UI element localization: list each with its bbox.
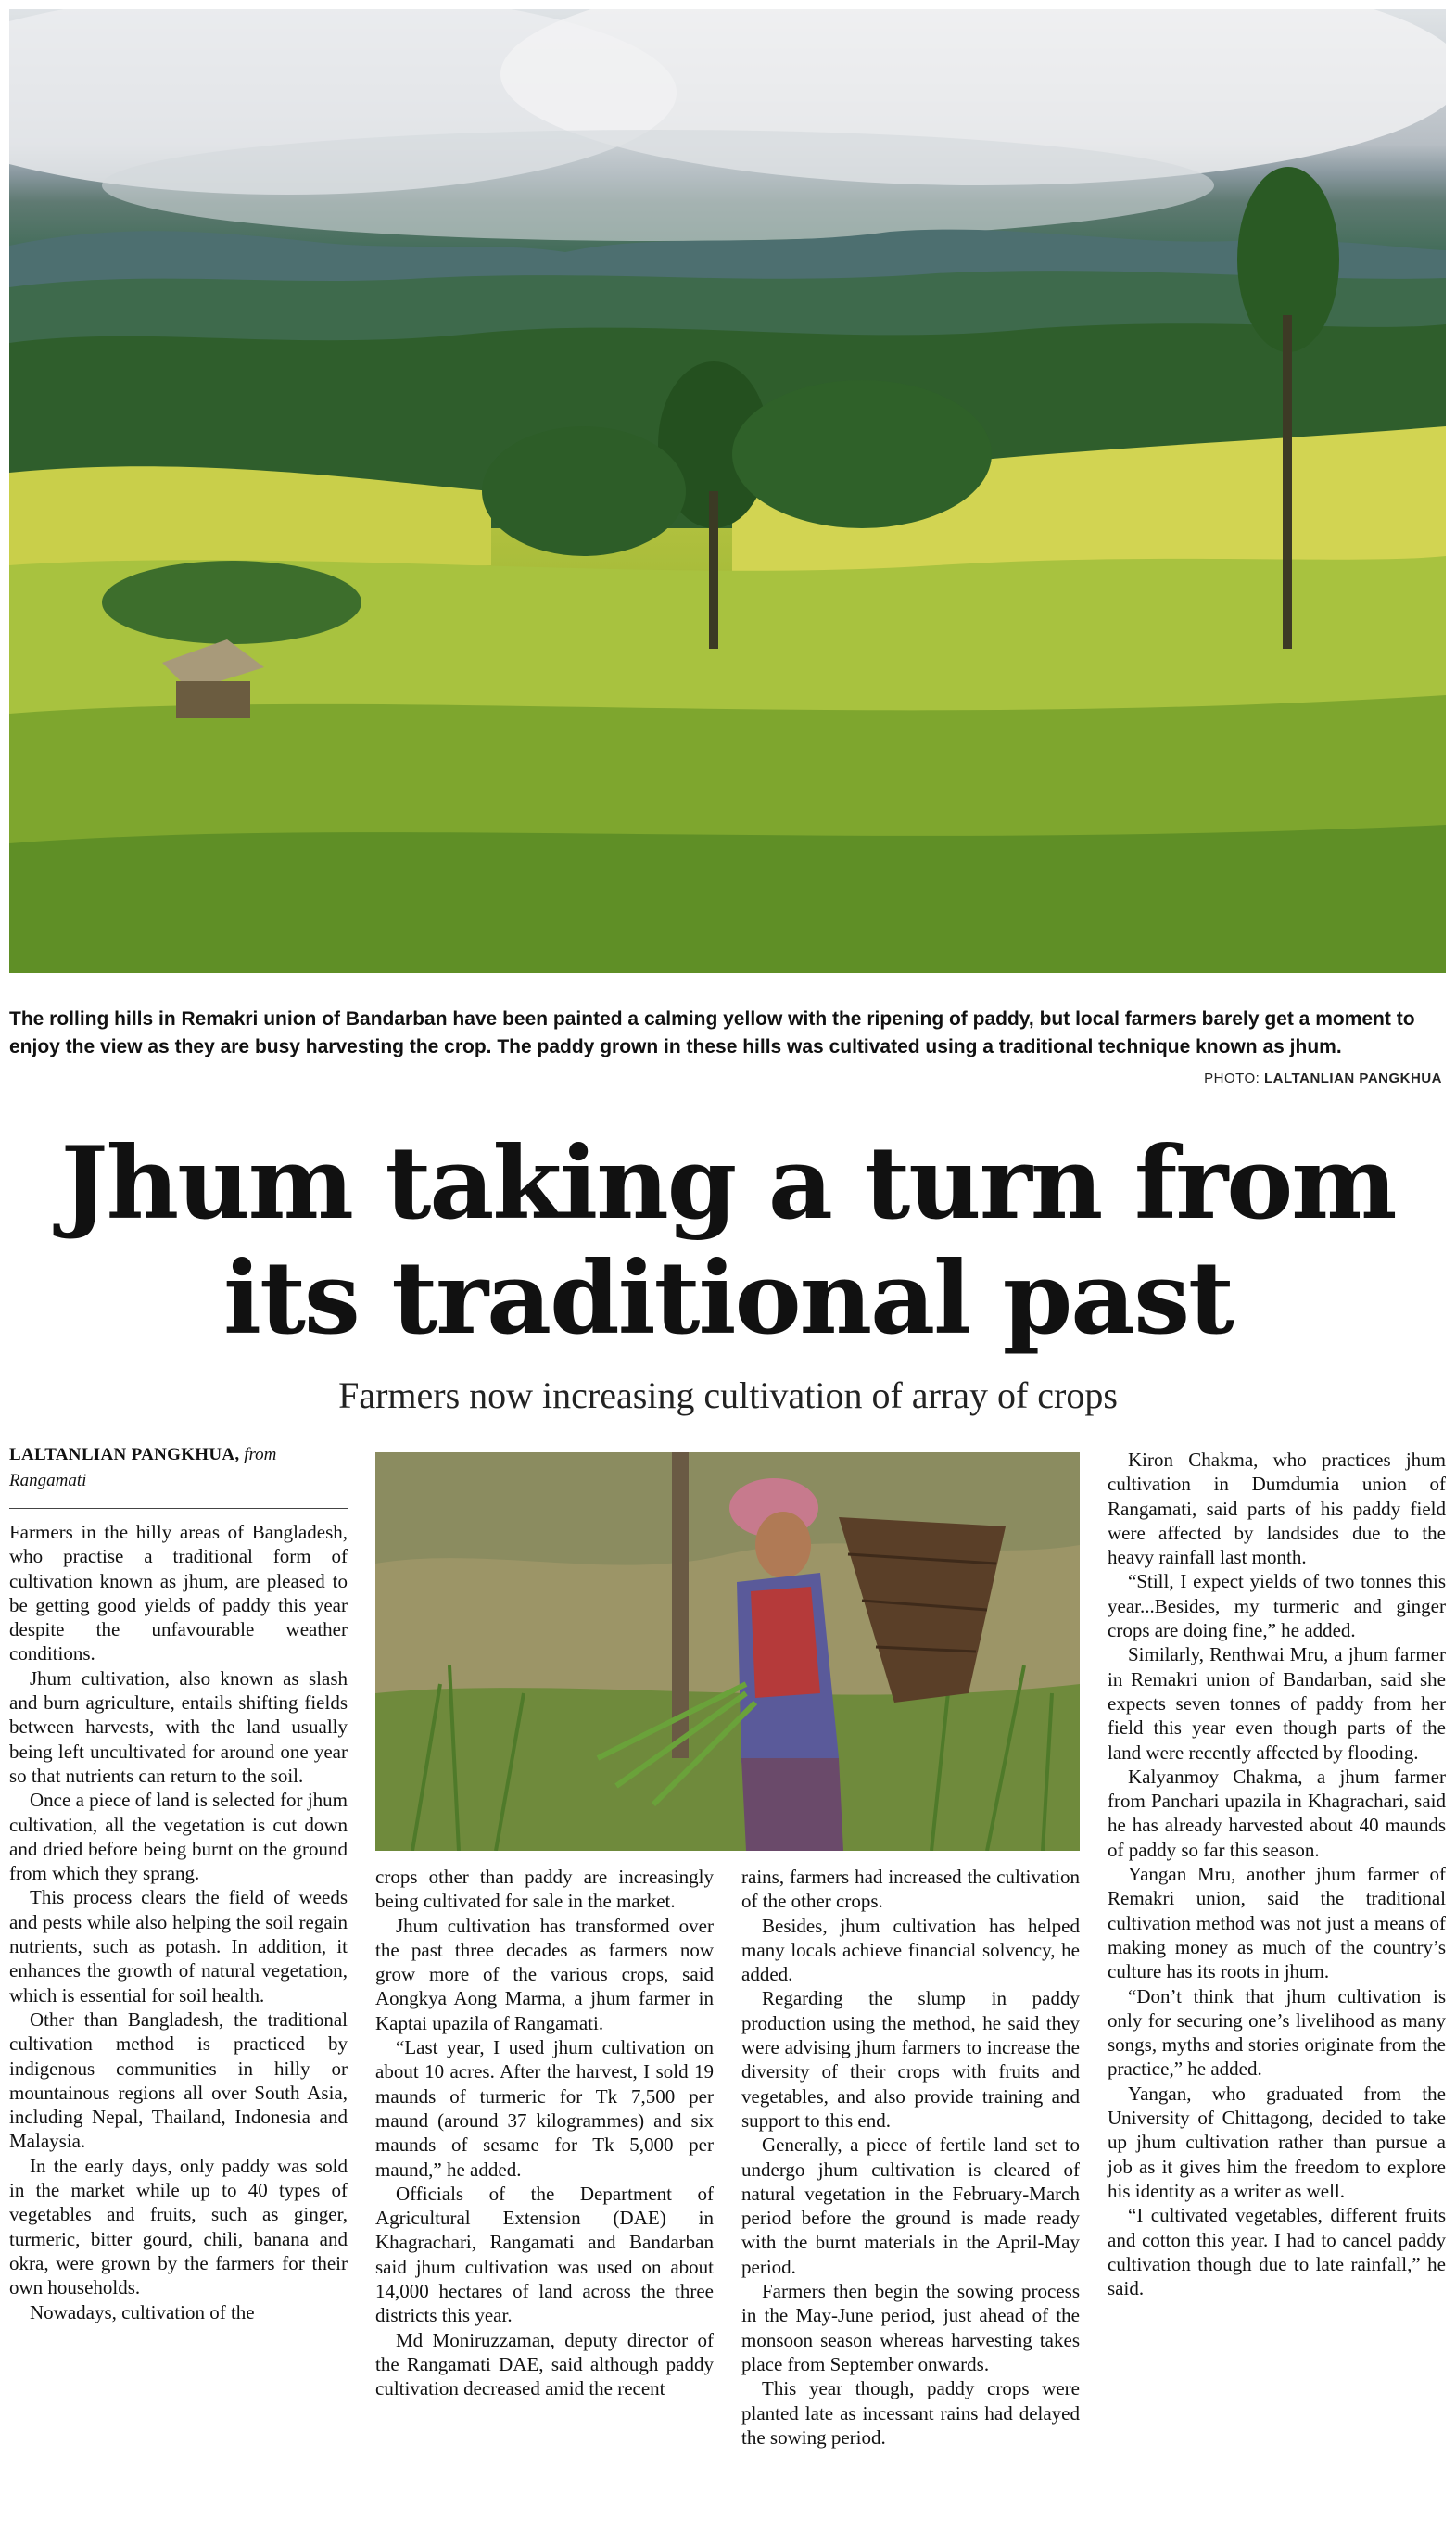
photo-credit-label: PHOTO: [1204,1070,1260,1086]
hero-photo [9,9,1446,973]
paragraph: In the early days, only paddy was sold in the market while up to 40 types of vegetables and fruits, such as ginger, turmeric, bitter gourd, chili, banana and okra, were grown by the farmers for their own households. [9,2154,348,2299]
byline-location: Rangamati [9,1471,87,1490]
paragraph: “Last year, I used jhum cultivation on about 10 acres. After the harvest, I sold 19 maunds of turmeric for Tk 7,500 per maund (around 37 kilogrammes) and six maunds of sesame for Tk 5,000 per maund,” he added. [375,2036,714,2181]
headline-line-1: Jhum taking a turn from [60,1125,1396,1242]
byline [9,1442,348,1494]
headline-line-2: its traditional past [223,1240,1233,1357]
byline-divider [9,1508,348,1509]
paragraph: Md Moniruzzaman, deputy director of the Rangamati DAE, said although paddy cultivation decreased amid the recent [375,2328,714,2400]
paragraph: This year though, paddy crops were planted late as incessant rains had delayed the sowing period. [741,2377,1080,2449]
farmer-harvesting-illustration [375,1452,1080,1851]
article-column-1 [9,1520,348,2324]
paragraph: “I cultivated vegetables, different fruits and cotton this year. I had to cancel paddy cultivation though due to late rainfall,” he said. [1108,2204,1446,2300]
paragraph: This process clears the field of weeds and pests while also helping the soil regain nutrients, such as potash. In addition, it enhances the growth of natural vegetation, which is essential for soil health. [9,1886,348,2007]
photo-caption: The rolling hills in Remakri union of Bandarban have been painted a calming yellow with the ripening of paddy, but local farmers barely get a moment to enjoy the view as they are busy harvesting the crop. The paddy grown in these hills was cultivated using a traditional technique known as jhum. [9,1008,1415,1057]
paragraph: Officials of the Department of Agricultural Extension (DAE) in Khagrachari, Rangamati and Bandarban said jhum cultivation was used on about 14,000 hectares of land across the three districts this year. [375,2182,714,2327]
paragraph: Nowadays, cultivation of the [30,2300,255,2323]
paragraph: rains, farmers had increased the cultivation of the other crops. [741,1866,1080,1913]
byline-author: LALTANLIAN PANGKHUA, [9,1445,240,1464]
paragraph: Kalyanmoy Chakma, a jhum farmer from Panchari upazila in Khagrachari, said he has already harvested about 40 maunds of paddy so far this season. [1108,1765,1446,1861]
paragraph: Jhum cultivation, also known as slash and burn agriculture, entails shifting fields between harvests, with the land usually being left uncultivated for around one year so that nutrients can return to the soil. [9,1666,348,1787]
paragraph: Farmers in the hilly areas of Bangladesh, who practise a traditional form of cultivation known as jhum, are pleased to be getting good yields of paddy this year despite the unfavourable weather conditions. [9,1521,348,1665]
paragraph: Kiron Chakma, who practices jhum cultivation in Dumdumia union of Rangamati, said parts of his paddy field were affected by landsides due to the heavy rainfall last month. [1108,1449,1446,1569]
article-column-4 [1108,1448,1446,2300]
paragraph: Jhum cultivation has transformed over the past three decades as farmers now grow more of the various crops, said Aongkya Aong Marma, a jhum farmer in Kaptai upazila of Rangamati. [375,1914,714,2034]
byline-from: from [244,1445,277,1464]
photo-credit-name: LALTANLIAN PANGKHUA [1264,1070,1442,1086]
paragraph: crops other than paddy are increasingly being cultivated for sale in the market. [375,1866,714,1913]
hills-landscape-illustration [9,9,1446,973]
paragraph: Generally, a piece of fertile land set to undergo jhum cultivation is cleared of natural vegetation in the February-March period before the ground is made ready with the burnt materials in the April-May period. [741,2133,1080,2278]
article-column-2 [375,1865,714,2401]
paragraph: Once a piece of land is selected for jhum cultivation, all the vegetation is cut down and dried before being burnt on the ground from which they sprang. [9,1789,348,1885]
photo-credit [1204,1070,1442,1086]
paragraph: “Don’t think that jhum cultivation is only for securing one’s livelihood as many songs, myths and stories originate from the practice,” he added. [1108,1984,1446,2081]
paragraph: Other than Bangladesh, the traditional cultivation method is practiced by indigenous communities in hilly or mountainous regions all over South Asia, including Nepal, Thailand, Indonesia and Malaysia. [9,2007,348,2153]
paragraph: “Still, I expect yields of two tonnes this year...Besides, my turmeric and ginger crops are doing fine,” he added. [1108,1570,1446,1642]
paragraph: Regarding the slump in paddy production using the method, he said they were advising jhum farmers to increase the diversity of their crops with fruits and vegetables, and also provide training and support to this end. [741,1987,1080,2132]
paragraph: Farmers then begin the sowing process in the May-June period, just ahead of the monsoon season whereas harvesting takes place from September onwards. [741,2280,1080,2375]
subheadline: Farmers now increasing cultivation of array of crops [338,1374,1118,1416]
paragraph: Similarly, Renthwai Mru, a jhum farmer in Remakri union of Bandarban, said she expects seven tonnes of paddy from her field this year even though parts of the land were recently affected by flooding. [1108,1643,1446,1764]
paragraph: Yangan Mru, another jhum farmer of Remakri union, said the traditional cultivation method was not just a means of making money as much of the country’s culture has its roots in jhum. [1108,1863,1446,1983]
paragraph: Besides, jhum cultivation has helped many locals achieve financial solvency, he added. [741,1914,1080,1986]
paragraph: Yangan, who graduated from the University of Chittagong, decided to take up jhum cultivation rather than pursue a job as it gives him the freedom to explore his identity as a writer as well. [1108,2082,1446,2202]
farmer-photo [375,1452,1080,1851]
article-column-3 [741,1865,1080,2450]
headline [0,1126,1456,1356]
